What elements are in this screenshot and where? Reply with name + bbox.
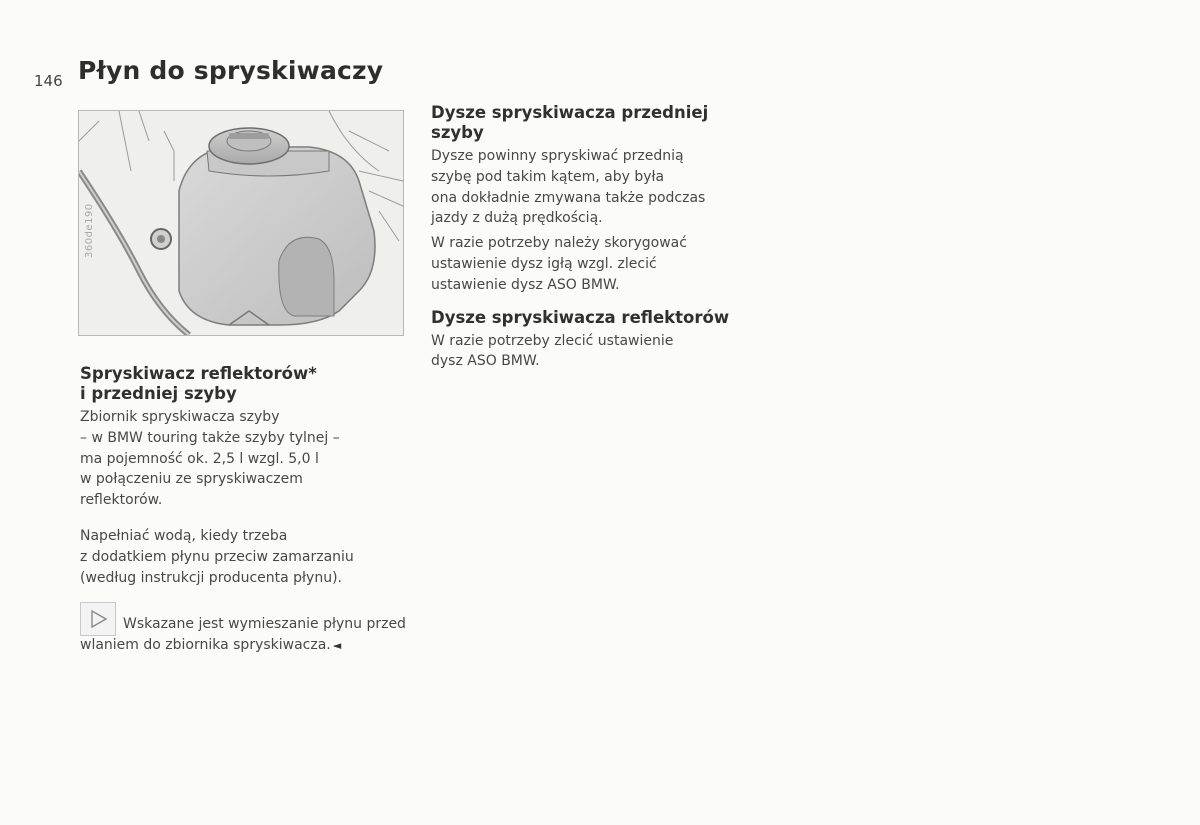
washer-reservoir-illustration (78, 110, 404, 336)
section-heading-headlight-nozzles: Dysze spryskiwacza reflektorów (431, 307, 730, 327)
page-title: Płyn do spryskiwaczy (78, 56, 384, 85)
reservoir-capacity-text: Zbiornik spryskiwacza szyby – w BMW touring także szyby tylnej – ma pojemność ok. 2,5 l wzgl. 5,0 l w połączeniu ze spryskiwaczem reflektorów. (80, 409, 340, 509)
fill-instructions-text: Napełniać wodą, kiedy trzeba z dodatkiem płynu przeciw zamarzaniu (według instrukcji producenta płynu). (80, 527, 354, 586)
end-mark-icon: ◄ (332, 639, 342, 653)
note-body: Wskazane jest wymieszanie płynu przed wlaniem do zbiornika spryskiwacza. (80, 616, 406, 654)
section-heading-windshield-nozzles: Dysze spryskiwacza przedniej szyby (431, 103, 709, 142)
right-column (431, 103, 776, 372)
page-number: 146 (34, 72, 63, 90)
note-block (80, 602, 420, 656)
note-text (80, 602, 420, 656)
reservoir-drawing (79, 111, 403, 335)
section-heading-headlight-washer: Spryskiwacz reflektorów* i przedniej szyby (80, 364, 317, 403)
nozzle-adjust-text: W razie potrzeby należy skorygować ustawienie dysz igłą wzgl. zlecić ustawienie dysz ASO BMW. (431, 235, 687, 293)
play-triangle-icon (80, 602, 116, 636)
left-column (80, 364, 420, 656)
nozzle-angle-text: Dysze powinny spryskiwać przednią szybę pod takim kątem, aby była ona dokładnie zmywana także podczas jazdy z dużą prędkością. (431, 148, 706, 227)
figure-code: 360de190 (84, 203, 95, 258)
headlight-nozzle-text: W razie potrzeby zlecić ustawienie dysz ASO BMW. (431, 332, 674, 370)
